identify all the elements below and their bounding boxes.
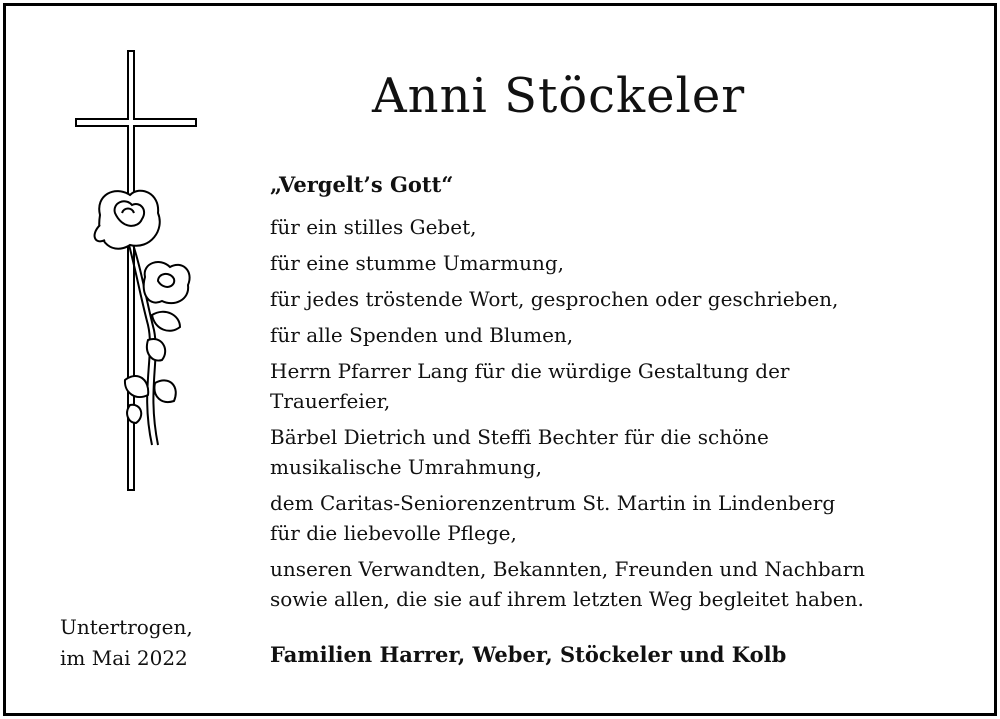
motto: „Vergelt’s Gott“ (270, 172, 454, 197)
thanks-entry (270, 554, 970, 614)
thanks-line: für eine stumme Umarmung, (270, 251, 565, 275)
thanks-list (270, 212, 970, 620)
deceased-name: Anni Stöckeler (372, 68, 746, 124)
thanks-line: für ein stilles Gebet, (270, 215, 477, 239)
thanks-line: sowie allen, die sie auf ihrem letzten Weg begleitet haben. (270, 587, 864, 611)
place-date (60, 612, 193, 674)
thanks-line: dem Caritas-Seniorenzentrum St. Martin in Lindenberg (270, 491, 836, 515)
thanks-entry (270, 422, 970, 482)
thanks-line: Herrn Pfarrer Lang für die würdige Gestaltung der (270, 359, 790, 383)
thanks-line: für die liebevolle Pflege, (270, 521, 517, 545)
thanks-entry (270, 488, 970, 548)
thanks-entry (270, 320, 970, 350)
thanks-entry (270, 356, 970, 416)
thanks-line: Trauerfeier, (270, 389, 391, 413)
date: im Mai 2022 (60, 646, 188, 670)
place: Untertrogen, (60, 615, 193, 639)
thanks-line: unseren Verwandten, Bekannten, Freunden und Nachbarn (270, 557, 866, 581)
families-signature: Familien Harrer, Weber, Stöckeler und Kolb (270, 642, 787, 667)
thanks-entry (270, 284, 970, 314)
thanks-line: für jedes tröstende Wort, gesprochen oder geschrieben, (270, 287, 839, 311)
cross-with-roses-icon (70, 45, 210, 495)
thanks-entry (270, 248, 970, 278)
thanks-line: musikalische Umrahmung, (270, 455, 542, 479)
thanks-line: Bärbel Dietrich und Steffi Bechter für die schöne (270, 425, 769, 449)
thanks-line: für alle Spenden und Blumen, (270, 323, 574, 347)
thanks-entry (270, 212, 970, 242)
